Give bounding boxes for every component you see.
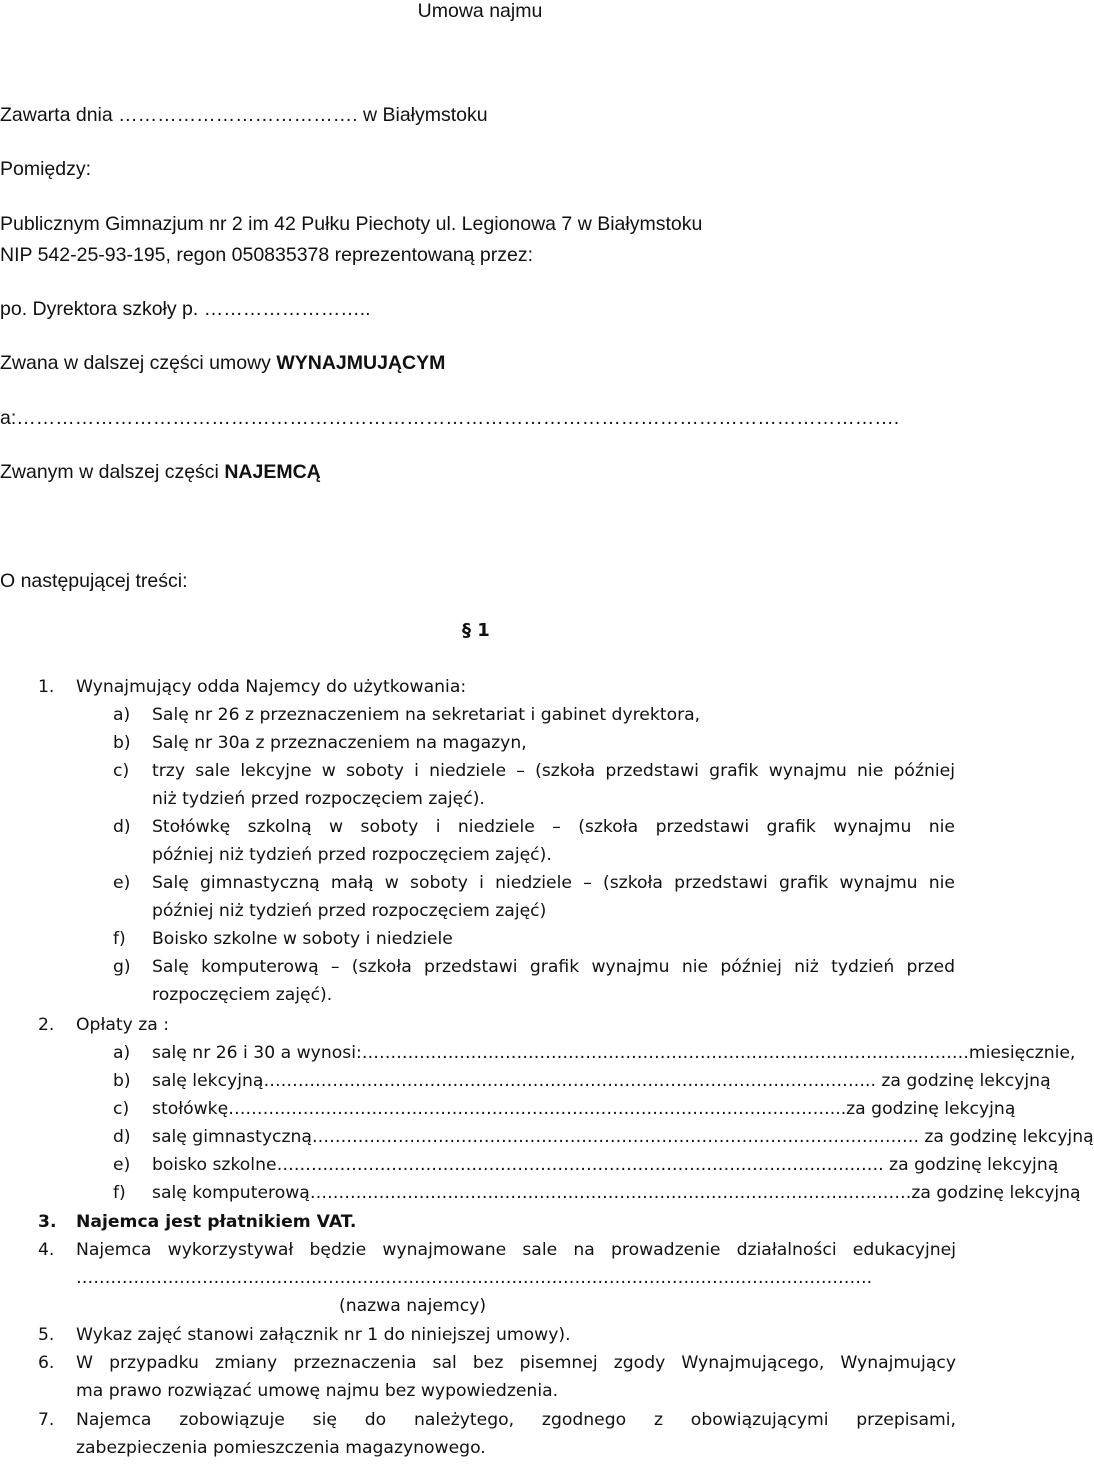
item-letter: b) bbox=[113, 1071, 131, 1091]
fee-suffix: za godzinę lekcyjną bbox=[911, 1183, 1081, 1203]
item-text: Salę nr 30a z przeznaczeniem na magazyn, bbox=[152, 733, 527, 753]
item-text: Salę gimnastyczną małą w soboty i niedziele – (szkoła przedstawi grafik wynajmu nie bbox=[152, 873, 955, 893]
landlord-line bbox=[0, 352, 445, 375]
fee-suffix: . za godzinę lekcyjną bbox=[913, 1127, 1094, 1147]
item-letter: d) bbox=[113, 817, 131, 837]
clause-text: zabezpieczenia pomieszczenia magazynowego. bbox=[76, 1438, 486, 1458]
clause-number: 7. bbox=[38, 1410, 55, 1430]
party2-line: a:………………………………………………………………………………………………………………………. bbox=[0, 407, 900, 429]
fee-label: boisko szkolne bbox=[152, 1155, 277, 1175]
clause-number: 4. bbox=[38, 1240, 55, 1260]
item-letter: c) bbox=[113, 1099, 130, 1119]
item-text: trzy sale lekcyjne w soboty i niedziele – (szkoła przedstawi grafik wynajmu nie później bbox=[152, 761, 955, 781]
item-letter: f) bbox=[113, 929, 126, 949]
date-line: Zawarta dnia ………………………………. w Białymstoku bbox=[0, 104, 488, 126]
clause-number: 3. bbox=[38, 1212, 57, 1232]
section-mark: § 1 bbox=[462, 620, 490, 641]
item-text: Boisko szkolne w soboty i niedziele bbox=[152, 929, 453, 949]
item-text: rozpoczęciem zajęć). bbox=[152, 985, 333, 1005]
fee-suffix: .. za godzinę lekcyjną bbox=[865, 1071, 1051, 1091]
fee-label: salę lekcyjną bbox=[152, 1071, 264, 1091]
fee-label: stołówkę bbox=[152, 1099, 229, 1119]
clause-number: 1. bbox=[38, 677, 55, 697]
director-line: po. Dyrektora szkoły p. …………………….. bbox=[0, 298, 371, 320]
fee-blank: …………………………………………………………………………………………… bbox=[311, 1127, 914, 1147]
fee-blank: …………………………………………………………………………………………… bbox=[228, 1099, 830, 1119]
following-line: O następującej treści: bbox=[0, 570, 188, 592]
clause-text: Opłaty za : bbox=[76, 1015, 170, 1035]
clause-text: Najemca zobowiązuje się do należytego, zgodnego z obowiązującymi przepisami, bbox=[76, 1410, 956, 1430]
item-text: Salę nr 26 z przeznaczeniem na sekretariat i gabinet dyrektora, bbox=[152, 705, 701, 725]
item-text: później niż tydzień przed rozpoczęciem zajęć) bbox=[152, 901, 547, 921]
clause-text: W przypadku zmiany przeznaczenia sal bez pisemnej zgody Wynajmującego, Wynajmujący bbox=[76, 1353, 956, 1373]
clause-number: 5. bbox=[38, 1325, 55, 1345]
clause-text: Wykaz zajęć stanowi załącznik nr 1 do niniejszej umowy). bbox=[76, 1325, 571, 1345]
item-text: później niż tydzień przed rozpoczęciem zajęć). bbox=[152, 845, 552, 865]
item-letter: e) bbox=[113, 873, 131, 893]
tenant-name-blank: …………………………………………………………………………………………………………………………. bbox=[76, 1268, 873, 1288]
clause-text: Najemca wykorzystywał będzie wynajmowane sale na prowadzenie działalności edukacyjnej bbox=[76, 1240, 956, 1260]
item-letter: a) bbox=[113, 1043, 131, 1063]
tenant-line bbox=[0, 461, 321, 484]
clause-text: Najemca jest płatnikiem VAT. bbox=[76, 1212, 357, 1232]
fee-label: salę gimnastyczną bbox=[152, 1127, 312, 1147]
item-letter: g) bbox=[113, 957, 131, 977]
tenant-name-caption: (nazwa najemcy) bbox=[339, 1296, 487, 1316]
party1-address: Publicznym Gimnazjum nr 2 im 42 Pułku Piechoty ul. Legionowa 7 w Białymstoku bbox=[0, 213, 703, 235]
item-text: Salę komputerową – (szkoła przedstawi grafik wynajmu nie później niż tydzień przed bbox=[152, 957, 955, 977]
fee-suffix: ...za godzinę lekcyjną bbox=[829, 1099, 1016, 1119]
item-letter: a) bbox=[113, 705, 131, 725]
fee-suffix: . za godzinę lekcyjną bbox=[878, 1155, 1059, 1175]
clause-number: 6. bbox=[38, 1353, 55, 1373]
clause-text: Wynajmujący odda Najemcy do użytkowania: bbox=[76, 677, 467, 697]
between-label: Pomiędzy: bbox=[0, 158, 92, 180]
item-letter: b) bbox=[113, 733, 131, 753]
fee-blank: …………………………………………………………………………………………… bbox=[309, 1183, 912, 1203]
party1-ids: NIP 542-25-93-195, regon 050835378 reprezentowaną przez: bbox=[0, 244, 534, 266]
landlord-prefix: Zwana w dalszej części umowy bbox=[0, 352, 277, 374]
fee-blank: …………………………………………………………………………………………… bbox=[263, 1071, 865, 1091]
item-letter: f) bbox=[113, 1183, 126, 1203]
document-title: Umowa najmu bbox=[417, 0, 543, 22]
clause-number: 2. bbox=[38, 1015, 55, 1035]
fee-label: salę komputerową bbox=[152, 1183, 310, 1203]
fee-label: salę nr 26 i 30 a wynosi: bbox=[152, 1043, 362, 1063]
fee-suffix: .miesięcznie, bbox=[963, 1043, 1076, 1063]
fee-blank: …………………………………………………………………………………………… bbox=[276, 1155, 879, 1175]
item-text: Stołówkę szkolną w soboty i niedziele – (szkoła przedstawi grafik wynajmu nie bbox=[152, 817, 955, 837]
item-letter: d) bbox=[113, 1127, 131, 1147]
fee-blank: …………………………………………………………………………………………… bbox=[361, 1043, 964, 1063]
landlord-role: WYNAJMUJĄCYM bbox=[276, 352, 446, 374]
item-letter: c) bbox=[113, 761, 130, 781]
tenant-role: NAJEMCĄ bbox=[224, 461, 321, 483]
item-letter: e) bbox=[113, 1155, 131, 1175]
tenant-prefix: Zwanym w dalszej części bbox=[0, 461, 225, 483]
item-text: niż tydzień przed rozpoczęciem zajęć). bbox=[152, 789, 485, 809]
clause-text: ma prawo rozwiązać umowę najmu bez wypowiedzenia. bbox=[76, 1381, 559, 1401]
